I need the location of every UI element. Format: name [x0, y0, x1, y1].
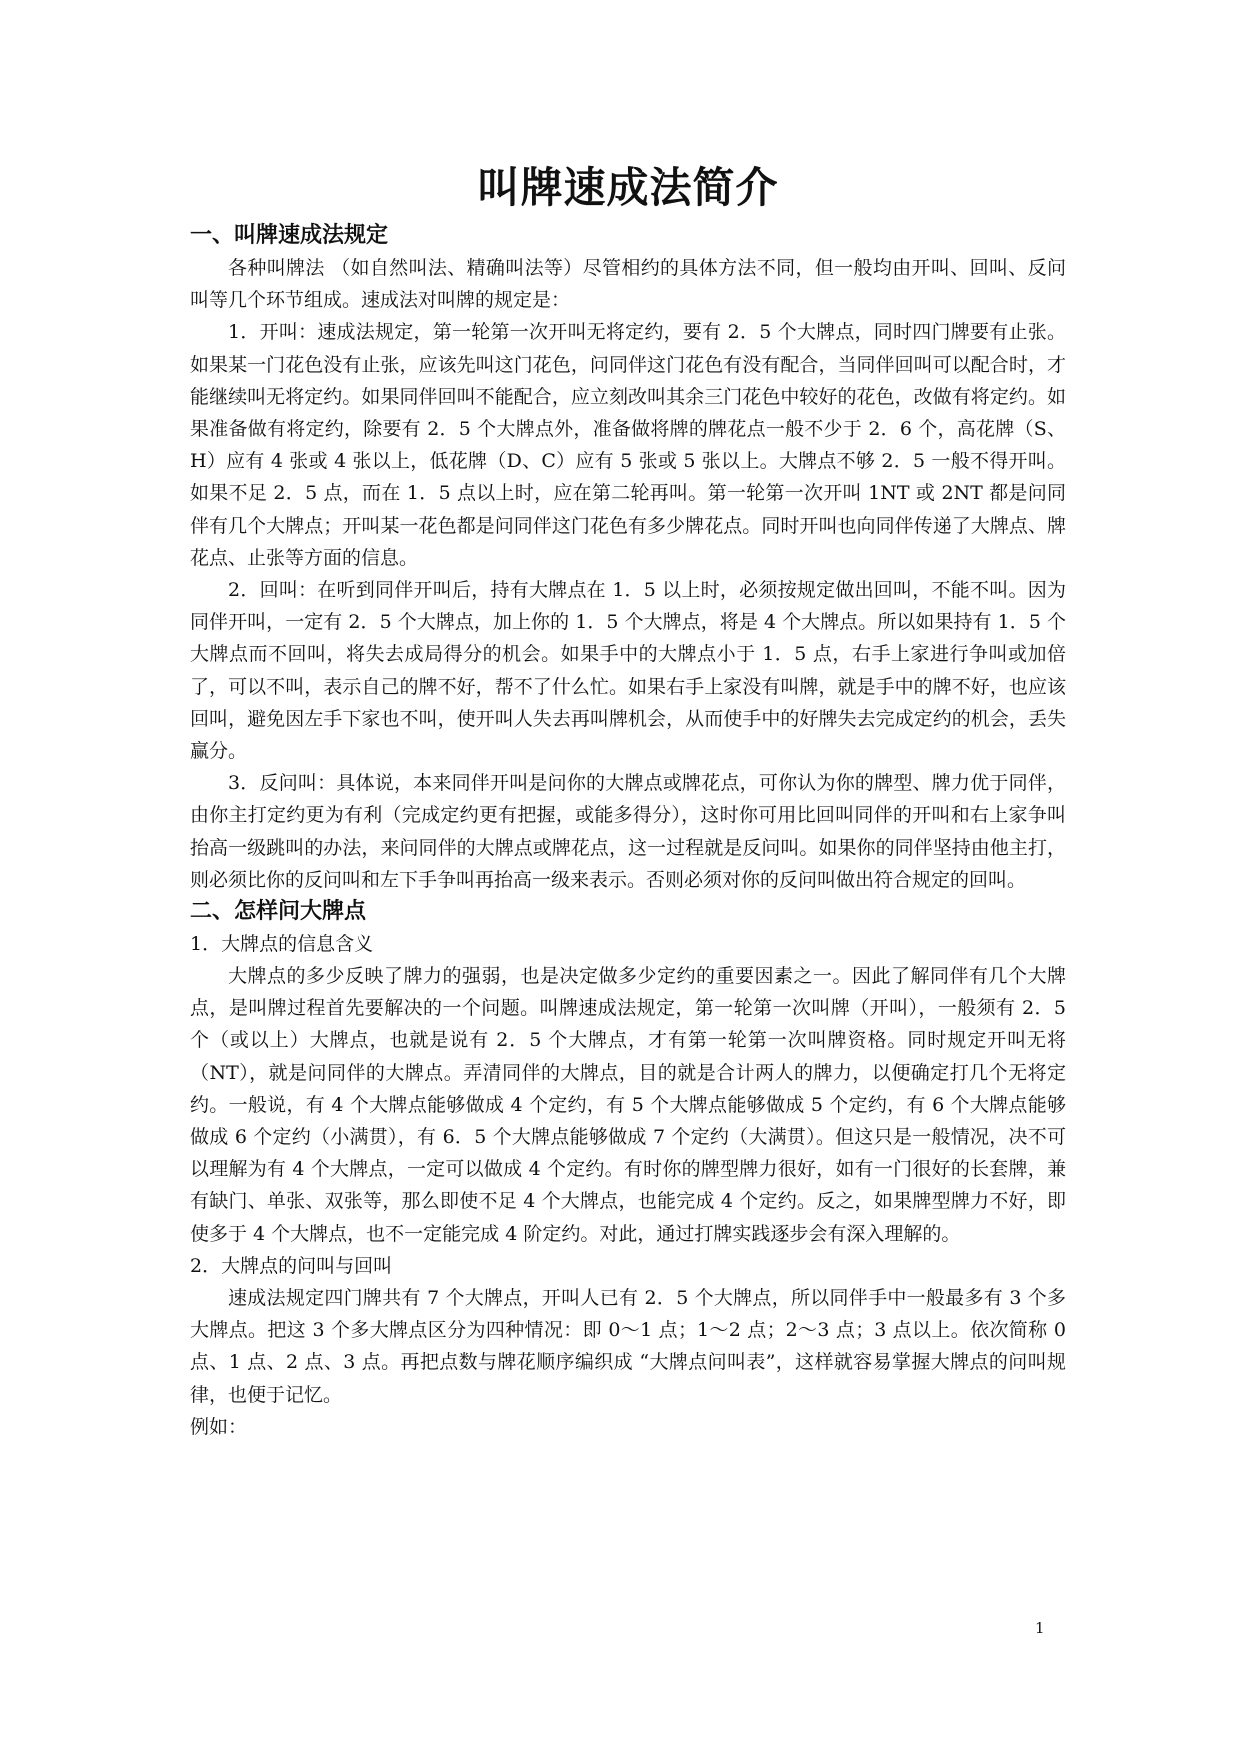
sub-heading-meaning: 1．大牌点的信息含义	[190, 933, 374, 956]
paragraph-intro: 各种叫牌法 （如自然叫法、精确叫法等）尽管相约的具体方法不同，但一般均由开叫、回叫、反问叫等几个环节组成。速成法对叫牌的规定是：	[190, 257, 1066, 312]
document-body	[190, 150, 1066, 1443]
paragraph-response: 2．回叫：在听到同伴开叫后，持有大牌点在 1．5 以上时，必须按规定做出回叫，不能不叫。因为同伴开叫，一定有 2．5 个大牌点，加上你的 1．5 个大牌点，将是 4 个大牌点。所以如果持有 1．5 个大牌点而不回叫，将失去成局得分的机会。如果手中的大牌点小于 1．5 点，右手上家进行争叫或加倍了，可以不叫，表示自己的牌不好，帮不了什么忙。如果右手上家没有叫牌，就是手中的牌不好，也应该回叫，避免因左手下家也不叫，使开叫人失去再叫牌机会，从而使手中的好牌失去完成定约的机会，丢失赢分。	[190, 579, 1066, 763]
example-label: 例如：	[190, 1415, 248, 1438]
paragraph-meaning: 大牌点的多少反映了牌力的强弱，也是决定做多少定约的重要因素之一。因此了解同伴有几个大牌点，是叫牌过程首先要解决的一个问题。叫牌速成法规定，第一轮第一次叫牌（开叫），一般须有 2．5 个（或以上）大牌点，也就是说有 2．5 个大牌点，才有第一轮第一次叫牌资格。同时规定开叫无将（NT），就是问同伴的大牌点。弄清同伴的大牌点，目的就是合计两人的牌力，以便确定打几个无将定约。一般说，有 4 个大牌点能够做成 4 个定约，有 5 个大牌点能够做成 5 个定约，有 6 个大牌点能够做成 6 个定约（小满贯），有 6．5 个大牌点能够做成 7 个定约（大满贯）。但这只是一般情况，决不可以理解为有 4 个大牌点，一定可以做成 4 个定约。有时你的牌型牌力很好，如有一门很好的长套牌，兼有缺门、单张、双张等，那么即使不足 4 个大牌点，也能完成 4 个定约。反之，如果牌型牌力不好，即使多于 4 个大牌点，也不一定能完成 4 阶定约。对此，通过打牌实践逐步会有深入理解的。	[190, 965, 1066, 1245]
paragraph-opening-bid: 1．开叫：速成法规定，第一轮第一次开叫无将定约，要有 2．5 个大牌点，同时四门牌要有止张。如果某一门花色没有止张，应该先叫这门花色，问同伴这门花色有没有配合，当同伴回叫可以配合时，才能继续叫无将定约。如果同伴回叫不能配合，应立刻改叫其余三门花色中较好的花色，改做有将定约。如果准备做有将定约，除要有 2．5 个大牌点外，准备做将牌的牌花点一般不少于 2．6 个，高花牌（S、H）应有 4 张或 4 张以上，低花牌（D、C）应有 5 张或 5 张以上。大牌点不够 2．5 一般不得开叫。如果不足 2．5 点，而在 1．5 点以上时，应在第二轮再叫。第一轮第一次开叫 1NT 或 2NT 都是问同伴有几个大牌点；开叫某一花色都是问同伴这门花色有多少牌花点。同时开叫也向同伴传递了大牌点、牌花点、止张等方面的信息。	[190, 321, 1066, 569]
page-title: 叫牌速成法简介	[477, 163, 779, 212]
section-heading-rules: 一、叫牌速成法规定	[190, 223, 389, 248]
paragraph-reverse-inquiry: 3．反问叫：具体说，本来同伴开叫是问你的大牌点或牌花点，可你认为你的牌型、牌力优于同伴，由你主打定约更为有利（完成定约更有把握，或能多得分），这时你可用比回叫同伴的开叫和右上家争叫抬高一级跳叫的办法，来问同伴的大牌点或牌花点，这一过程就是反问叫。如果你的同伴坚持由他主打，则必须比你的反问叫和左下手争叫再抬高一级来表示。否则必须对你的反问叫做出符合规定的回叫。	[190, 772, 1066, 891]
paragraph-inquiry: 速成法规定四门牌共有 7 个大牌点，开叫人已有 2．5 个大牌点，所以同伴手中一般最多有 3 个多大牌点。把这 3 个多大牌点区分为四种情况：即 0～1 点；1～2 点；2～3 点；3 点以上。依次简称 0 点、1 点、2 点、3 点。再把点数与牌花顺序编织成 “大牌点问叫表”，这样就容易掌握大牌点的问叫规律，也便于记忆。	[190, 1286, 1066, 1406]
section-heading-high-card-points: 二、怎样问大牌点	[190, 899, 367, 925]
page-number: 1	[1035, 1619, 1045, 1637]
sub-heading-inquiry: 2．大牌点的问叫与回叫	[190, 1254, 393, 1277]
